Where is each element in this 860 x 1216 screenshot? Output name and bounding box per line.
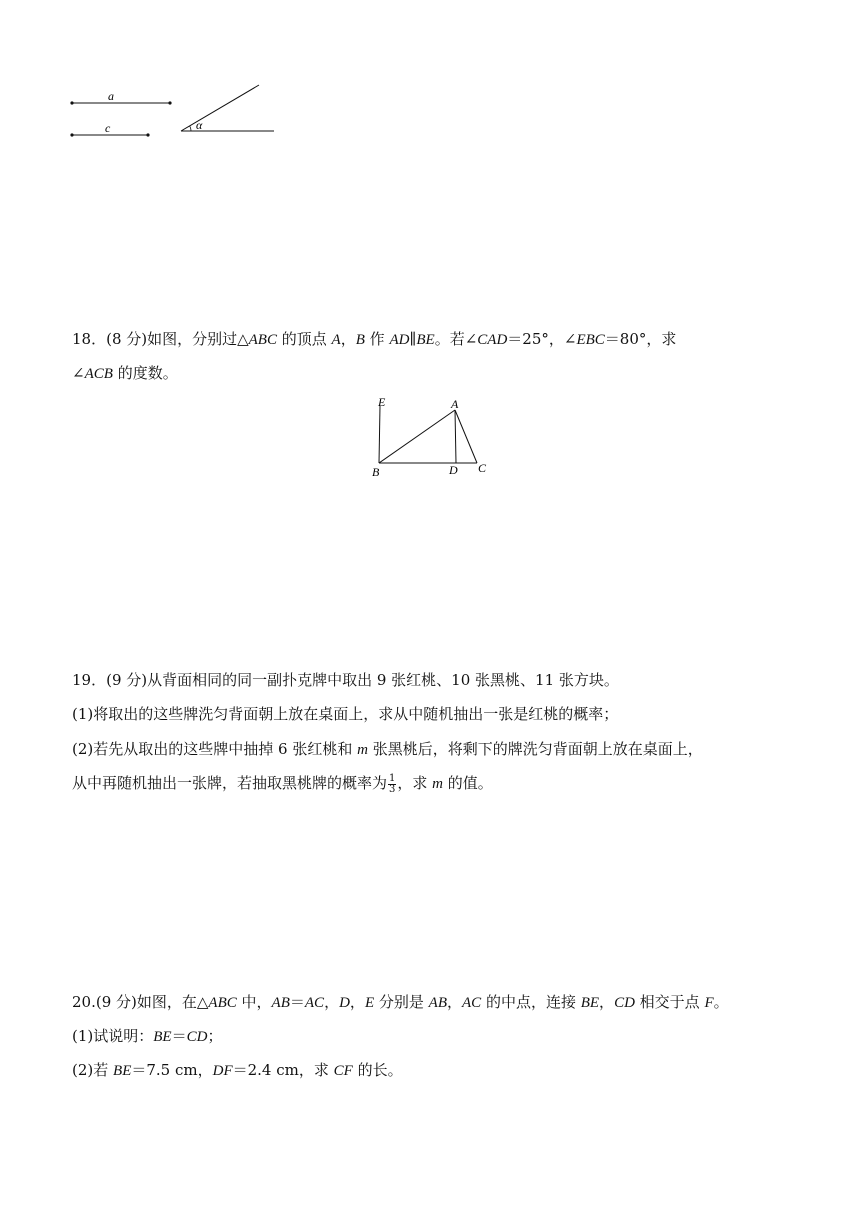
q20-var: AC [304,995,325,1011]
q20-var: AC [462,995,482,1011]
fraction-denominator: 3 [389,783,396,795]
q20-var: AB [428,995,447,1011]
q19-line-3 [72,739,703,760]
q18-var: B [355,332,365,348]
q20-var: AB [271,995,290,1011]
q18-text: 18．(8 分)如图，分别过△ [72,330,249,348]
q19-text: 从中再随机抽出一张牌，若抽取黑桃牌的概率为 [72,774,388,792]
q18-text: ， [340,330,356,348]
segment-c-label: c [105,121,111,135]
angle-slant-ray [181,85,259,131]
point-D-label: D [449,463,458,477]
q20-var: BE [113,1063,132,1079]
segment-c-end-point [146,133,149,136]
q20-var: F [704,995,714,1011]
q18-text: 的顶点 [276,330,332,348]
segment-c-start-point [70,133,73,136]
segment-AC [455,410,477,463]
angle-arc [190,126,191,131]
q20-text: ， [599,993,615,1011]
q20-line-1 [72,992,729,1013]
q20-text: 的长。 [352,1061,403,1079]
q19-var: m [357,742,368,758]
q19-line-2: (1)将取出的这些牌洗匀背面朝上放在桌面上，求从中随机抽出一张是红桃的概率； [72,705,619,723]
q20-text: ， [446,993,462,1011]
segment-a-start-point [70,101,73,104]
angle-alpha-label: α [196,118,203,132]
segment-BA [379,410,455,463]
q20-text: 中， [236,993,272,1011]
q20-var: CF [333,1063,353,1079]
point-E-label: E [378,395,386,409]
q18-text: 。若∠ [434,330,478,348]
q18-figure [360,390,500,482]
q20-text: (2)若 [72,1061,114,1079]
fraction-one-third [388,774,396,795]
q18-text: 作 [364,330,390,348]
q20-text: (1)试说明： [72,1027,154,1045]
point-B-label: B [372,465,380,479]
q18-var: A [331,332,341,348]
q19-text: ，求 [397,774,433,792]
q20-text: ； [207,1027,223,1045]
q18-var: CAD [477,332,508,348]
q20-line-2 [72,1026,222,1047]
q19-line-4 [72,773,493,795]
point-A-label: A [451,397,459,411]
q18-var: AD [389,332,410,348]
q20-text: 。 [713,993,729,1011]
q20-var: CD [186,1029,208,1045]
q18-text: 的度数。 [112,364,178,382]
segment-a-label: a [108,89,114,103]
segment-a-end-point [168,101,171,104]
q20-text: ， [349,993,365,1011]
q20-var: ABC [208,995,237,1011]
q19-line-1: 19．(9 分)从背面相同的同一副扑克牌中取出 9 张红桃、10 张黑桃、11 张方块。 [72,671,619,689]
q20-text: 20.(9 分)如图，在△ [72,993,209,1011]
q20-text: ＝ [171,1027,187,1045]
q20-var: BE [580,995,600,1011]
q20-var: BE [153,1029,172,1045]
q18-var: ABC [248,332,277,348]
q19-var: m [432,776,444,792]
q20-text: ＝2.4 cm，求 [232,1061,334,1079]
q20-var: CD [614,995,635,1011]
q18-var: ACB [84,366,113,382]
q18-line-2 [72,363,178,384]
q18-var: EBC [576,332,605,348]
q20-text: 相交于点 [634,993,705,1011]
q18-text: ∥ [409,330,417,348]
q19-text: (2)若先从取出的这些牌中抽掉 6 张红桃和 [72,740,358,758]
q18-text: ＝25°，∠ [507,330,577,348]
q20-line-3 [72,1060,403,1081]
q20-var: D [339,995,350,1011]
q19-text: 的值。 [443,774,493,792]
segment-BE [379,406,380,463]
q20-text: ＝7.5 cm， [131,1061,213,1079]
q20-text: 的中点，连接 [481,993,581,1011]
q20-var: E [364,995,375,1011]
q20-text: ， [324,993,340,1011]
q18-var: BE [416,332,435,348]
fraction-numerator: 1 [389,772,396,784]
q19-text: 张黑桃后，将剩下的牌洗匀背面朝上放在桌面上， [367,740,703,758]
q20-text: 分别是 [374,993,429,1011]
q20-var: DF [212,1063,233,1079]
q20-text: ＝ [289,993,305,1011]
q18-text: ∠ [72,364,85,382]
q18-line-1 [72,329,676,350]
q17-figure [60,78,290,148]
segment-AD [455,410,456,463]
point-C-label: C [478,461,487,475]
q18-text: ＝80°，求 [604,330,677,348]
